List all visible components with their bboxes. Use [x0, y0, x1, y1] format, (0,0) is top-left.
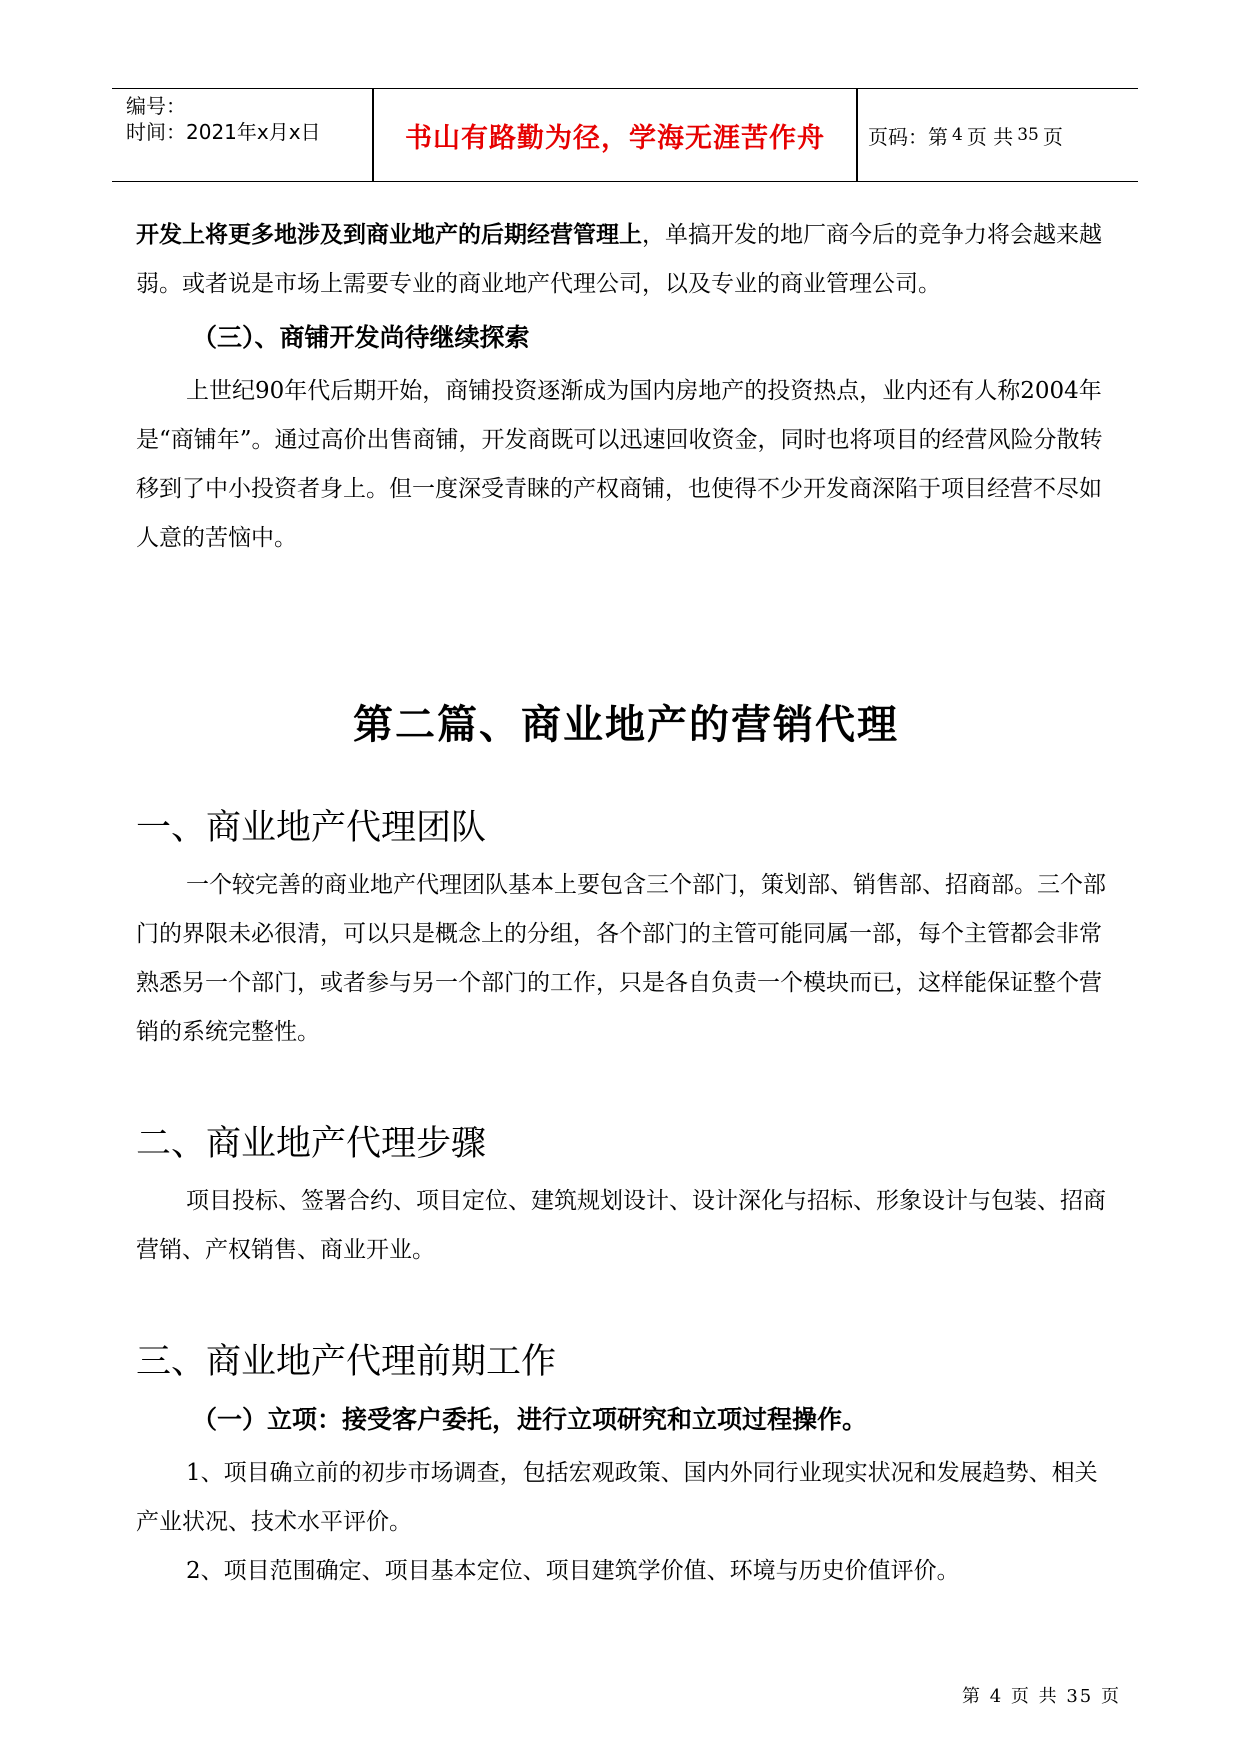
- section-heading: 一、商业地产代理团队: [136, 808, 487, 848]
- page-current: 4: [952, 125, 963, 145]
- subsection-heading: （三）、商铺开发尚待继续探索: [192, 323, 530, 352]
- page-header: [112, 88, 1138, 182]
- page-total: 35: [1017, 125, 1039, 145]
- header-page-number: [868, 89, 1063, 181]
- paragraph: [136, 210, 1116, 309]
- page-label-b: 页 共: [966, 124, 1014, 149]
- bold-lead-text: 开发上将更多地涉及到商业地产的后期经营管理上: [136, 221, 642, 248]
- number-label: 编号：: [126, 94, 186, 118]
- paragraph: 一个较完善的商业地产代理团队基本上要包含三个部门，策划部、销售部、招商部。三个部门的界限未必很清，可以只是概念上的分组，各个部门的主管可能同属一部，每个主管都会非常熟悉另一个部门，或者参与另一个部门的工作，只是各自负责一个模块而已，这样能保证整个营销的系统完整性。: [136, 872, 1106, 1045]
- header-motto: 书山有路勤为径，学海无涯苦作舟: [405, 122, 825, 154]
- subsection-heading: （一）立项：接受客户委托，进行立项研究和立项过程操作。: [192, 1405, 868, 1434]
- part-title: 第二篇、商业地产的营销代理: [353, 702, 899, 748]
- document-body: [136, 210, 1116, 1596]
- section-heading: 二、商业地产代理步骤: [136, 1124, 487, 1164]
- list-item: 2、项目范围确定、项目基本定位、项目建筑学价值、环境与历史价值评价。: [186, 1558, 960, 1584]
- paragraph-text: ，单搞开发的地厂商今后的竞争力将会越来越弱。或者说是市场上需要专业的商业地产代理公司，以及专业的商业管理公司。: [136, 222, 1102, 297]
- header-divider: [856, 89, 858, 181]
- list-item: 1、项目确立前的初步市场调查，包括宏观政策、国内外同行业现实状况和发展趋势、相关产业状况、技术水平评价。: [136, 1460, 1098, 1535]
- paragraph: 上世纪90年代后期开始，商铺投资逐渐成为国内房地产的投资热点，业内还有人称2004年是“商铺年”。通过高价出售商铺，开发商既可以迅速回收资金，同时也将项目的经营风险分散转移到了中小投资者身上。但一度深受青睐的产权商铺，也使得不少开发商深陷于项目经营不尽如人意的苦恼中。: [136, 378, 1103, 551]
- time-label: 时间：2021年x月x日: [126, 120, 321, 144]
- paragraph: 项目投标、签署合约、项目定位、建筑规划设计、设计深化与招标、形象设计与包装、招商营销、产权销售、商业开业。: [136, 1188, 1106, 1263]
- page-label-a: 页码：第: [868, 124, 948, 149]
- section-heading: 三、商业地产代理前期工作: [136, 1342, 557, 1382]
- header-meta: [126, 93, 321, 145]
- page-footer: 第 4 页 共 35 页: [962, 1686, 1121, 1707]
- page-label-c: 页: [1042, 124, 1063, 149]
